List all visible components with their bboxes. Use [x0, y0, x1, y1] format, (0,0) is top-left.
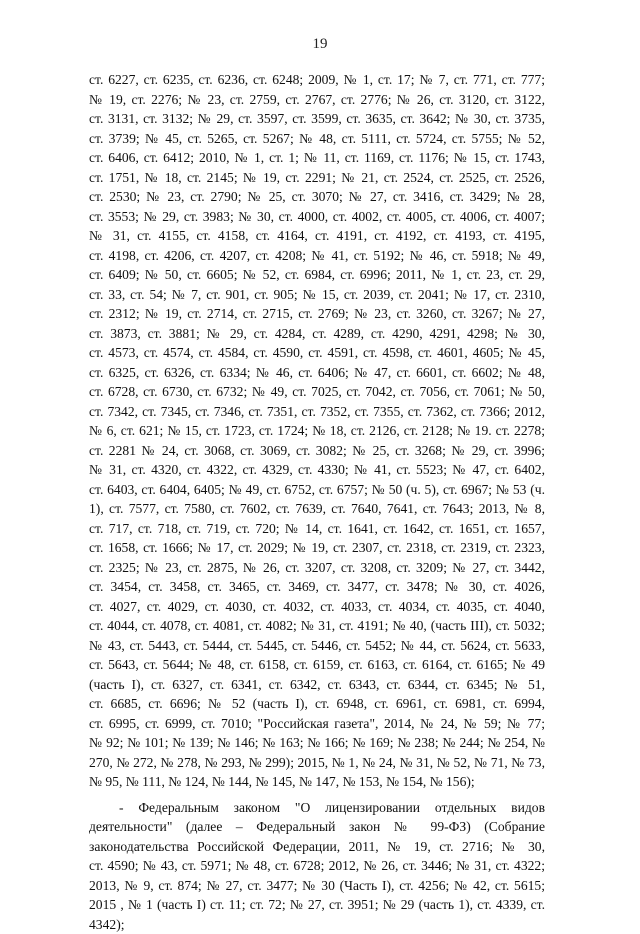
text-line: ст. 3553; № 29, ст. 3983; № 30, ст. 4000, ст. 4002, ст. 4005, ст. 4006, ст. 4007; [89, 207, 545, 227]
text-line: ст. 4198, ст. 4206, ст. 4207, ст. 4208; № 41, ст. 5192; № 46, ст. 5918; № 49, [89, 246, 545, 266]
text-line: - Федеральным законом "О лицензировании отдельных видов [89, 798, 545, 818]
text-line: ст. 3454, ст. 3458, ст. 3465, ст. 3469, ст. 3477, ст. 3478; № 30, ст. 4026, [89, 577, 545, 597]
text-line: ст. 3131, ст. 3132; № 29, ст. 3597, ст. 3599, ст. 3635, ст. 3642; № 30, ст. 3735, [89, 109, 545, 129]
text-line: ст. 5643, ст. 5644; № 48, ст. 6158, ст. 6159, ст. 6163, ст. 6164, ст. 6165; № 49 [89, 655, 545, 675]
text-line: № 31, ст. 4320, ст. 4322, ст. 4329, ст. 4330; № 41, ст. 5523; № 47, ст. 6402, [89, 460, 545, 480]
text-line: 270, № 272, № 278, № 293, № 299); 2015, № 1, № 24, № 31, № 52, № 71, № 73, [89, 753, 545, 773]
text-line: ст. 2281 № 24, ст. 3068, ст. 3069, ст. 3082; № 25, ст. 3268; № 29, ст. 3996; [89, 441, 545, 461]
federal-law-paragraph [89, 798, 545, 934]
text-line: ст. 717, ст. 718, ст. 719, ст. 720; № 14, ст. 1641, ст. 1642, ст. 1651, ст. 1657, [89, 519, 545, 539]
text-line: 1), ст. 7577, ст. 7580, ст. 7602, ст. 7639, ст. 7640, 7641, ст. 7643; 2013, № 8, [89, 499, 545, 519]
text-line: 2013, № 9, ст. 874; № 27, ст. 3477; № 30 (Часть I), ст. 4256; № 42, ст. 5615; [89, 876, 545, 896]
text-line: ст. 6406, ст. 6412; 2010, № 1, ст. 1; № 11, ст. 1169, ст. 1176; № 15, ст. 1743, [89, 148, 545, 168]
text-line: 2015 , № 1 (часть I) ст. 11; ст. 72; № 27, ст. 3951; № 29 (часть 1), ст. 4339, ст. [89, 895, 545, 915]
text-line: ст. 2530; № 23, ст. 2790; № 25, ст. 3070; № 27, ст. 3416, ст. 3429; № 28, [89, 187, 545, 207]
text-line: № 92; № 101; № 139; № 146; № 163; № 166; № 169; № 238; № 244; № 254, № [89, 733, 545, 753]
text-line: ст. 1751, № 18, ст. 2145; № 19, ст. 2291; № 21, ст. 2524, ст. 2525, ст. 2526, [89, 168, 545, 188]
text-line: (часть I), ст. 6327, ст. 6341, ст. 6342, ст. 6343, ст. 6344, ст. 6345; № 51, [89, 675, 545, 695]
text-line: ст. 2312; № 19, ст. 2714, ст. 2715, ст. 2769; № 23, ст. 3260, ст. 3267; № 27, [89, 304, 545, 324]
text-line: законодательства Российской Федерации, 2011, № 19, ст. 2716; № 30, [89, 837, 545, 857]
text-line: ст. 6409; № 50, ст. 6605; № 52, ст. 6984, ст. 6996; 2011, № 1, ст. 23, ст. 29, [89, 265, 545, 285]
text-line: ст. 3873, ст. 3881; № 29, ст. 4284, ст. 4289, ст. 4290, 4291, 4298; № 30, [89, 324, 545, 344]
text-line: ст. 4573, ст. 4574, ст. 4584, ст. 4590, ст. 4591, ст. 4598, ст. 4601, 4605; № 45, [89, 343, 545, 363]
text-line: деятельности" (далее – Федеральный закон № 99-ФЗ) (Собрание [89, 817, 545, 837]
text-line: ст. 3739; № 45, ст. 5265, ст. 5267; № 48, ст. 5111, ст. 5724, ст. 5755; № 52, [89, 129, 545, 149]
text-line: ст. 6685, ст. 6696; № 52 (часть I), ст. 6948, ст. 6961, ст. 6981, ст. 6994, [89, 694, 545, 714]
text-line: ст. 33, ст. 54; № 7, ст. 901, ст. 905; № 15, ст. 2039, ст. 2041; № 17, ст. 2310, [89, 285, 545, 305]
text-line: ст. 6227, ст. 6235, ст. 6236, ст. 6248; 2009, № 1, ст. 17; № 7, ст. 771, ст. 777; [89, 70, 545, 90]
text-line: ст. 6403, ст. 6404, 6405; № 49, ст. 6752, ст. 6757; № 50 (ч. 5), ст. 6967; № 53 (ч. [89, 480, 545, 500]
text-line: № 31, ст. 4155, ст. 4158, ст. 4164, ст. 4191, ст. 4192, ст. 4193, ст. 4195, [89, 226, 545, 246]
text-line: № 95, № 111, № 124, № 144, № 145, № 147, № 153, № 154, № 156); [89, 772, 545, 792]
text-line: № 6, ст. 621; № 15, ст. 1723, ст. 1724; № 18, ст. 2126, ст. 2128; № 19. ст. 2278; [89, 421, 545, 441]
page-number: 19 [0, 36, 640, 53]
text-line: ст. 4027, ст. 4029, ст. 4030, ст. 4032, ст. 4033, ст. 4034, ст. 4035, ст. 4040, [89, 597, 545, 617]
text-line: 4342); [89, 915, 545, 934]
text-line: ст. 6995, ст. 6999, ст. 7010; "Российская газета", 2014, № 24, № 59; № 77; [89, 714, 545, 734]
text-line: № 19, ст. 2276; № 23, ст. 2759, ст. 2767, ст. 2776; № 26, ст. 3120, ст. 3122, [89, 90, 545, 110]
citation-paragraph [89, 70, 545, 792]
text-line: ст. 6325, ст. 6326, ст. 6334; № 46, ст. 6406; № 47, ст. 6601, ст. 6602; № 48, [89, 363, 545, 383]
text-line: ст. 6728, ст. 6730, ст. 6732; № 49, ст. 7025, ст. 7042, ст. 7056, ст. 7061; № 50, [89, 382, 545, 402]
text-line: ст. 4044, ст. 4078, ст. 4081, ст. 4082; № 31, ст. 4191; № 40, (часть III), ст. 5032; [89, 616, 545, 636]
text-line: ст. 1658, ст. 1666; № 17, ст. 2029; № 19, ст. 2307, ст. 2318, ст. 2319, ст. 2323, [89, 538, 545, 558]
text-line: № 43, ст. 5443, ст. 5444, ст. 5445, ст. 5446, ст. 5452; № 44, ст. 5624, ст. 5633, [89, 636, 545, 656]
text-line: ст. 4590; № 43, ст. 5971; № 48, ст. 6728; 2012, № 26, ст. 3446; № 31, ст. 4322; [89, 856, 545, 876]
text-line: ст. 2325; № 23, ст. 2875, № 26, ст. 3207, ст. 3208, ст. 3209; № 27, ст. 3442, [89, 558, 545, 578]
text-line: ст. 7342, ст. 7345, ст. 7346, ст. 7351, ст. 7352, ст. 7355, ст. 7362, ст. 7366; 2012, [89, 402, 545, 422]
body-text [89, 70, 545, 934]
